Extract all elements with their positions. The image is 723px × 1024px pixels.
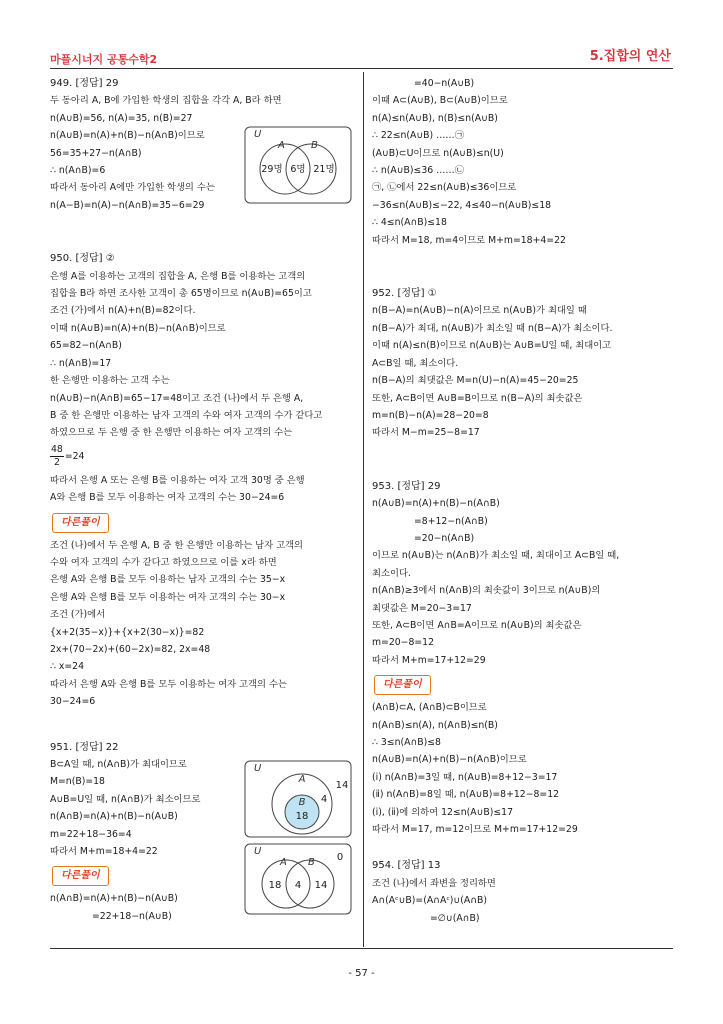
text-line: (A∪B)⊂U이므로 n(A∪B)≤n(U) [372, 147, 504, 159]
text-line: 조건 (나)에서 두 은행 A, B 중 한 은행만 이용하는 남자 고객의 [50, 539, 304, 551]
venn-diagram-951-union [244, 843, 352, 915]
universe-label: U [254, 763, 262, 774]
text-line: 조건 (나)에서 좌변을 정리하면 [372, 877, 496, 889]
venn-diagram-949 [244, 126, 352, 204]
text-line: =40−n(A∪B) [414, 78, 475, 89]
text-line: 따라서 M=17, m=12이므로 M+m=17+12=29 [372, 824, 578, 836]
text-line: M=n(B)=18 [50, 776, 105, 788]
text-line: =8+12−n(A∩B) [414, 515, 488, 527]
text-line: n(A∩B)≥3에서 n(A∩B)의 최솟값이 3이므로 n(A∪B)의 [372, 585, 601, 597]
solution-950 [50, 250, 350, 710]
text-line: 2x+(70−2x)+(60−2x)=82, 2x=48 [50, 643, 211, 655]
text-line: 따라서 M=18, m=4이므로 M+m=18+4=22 [372, 234, 566, 246]
text-line: 따라서 은행 A 또는 은행 B를 이용하는 여자 고객 30명 중 은행 [50, 474, 305, 486]
alternative-solution-badge: 다른풀이 [52, 513, 109, 533]
solution-951-continued [372, 75, 672, 249]
text-line: n(A∩B)=n(A)+n(B)−n(A∪B) [50, 811, 178, 823]
text-line: 은행 A와 은행 B를 모두 이용하는 남자 고객의 수는 35−x [50, 574, 286, 586]
fraction-denominator: 2 [53, 456, 60, 468]
intersection-count: 6명 [290, 164, 306, 175]
text-line: 조건 (가)에서 n(A)+n(B)=82이다. [50, 305, 196, 317]
text-line: 하였으므로 두 은행 중 한 은행만 이용하는 여자 고객의 수는 [50, 427, 293, 439]
text-line: 이때 n(A)≤n(B)이므로 n(A∪B)는 A∪B=U일 때, 최대이고 [372, 340, 612, 352]
text-line: (ⅱ) n(A∩B)=8일 때, n(A∪B)=8+12−8=12 [372, 789, 560, 801]
fraction-line [50, 442, 350, 472]
text-line: 최댓값은 M=20−3=17 [372, 602, 472, 614]
solution-header: 954. [정답] 13 [372, 860, 441, 872]
solution-header: 953. [정답] 29 [372, 480, 441, 492]
text-line: n(B−A)의 최댓값은 M=n(U)−n(A)=45−20=25 [372, 375, 579, 387]
set-b-label: B [311, 140, 318, 151]
set-a-label: A [280, 857, 287, 868]
text-line: ㉠, ㉡에서 22≤n(A∪B)≤36이므로 [372, 182, 517, 194]
text-line: 한 은행만 이용하는 고객 수는 [50, 375, 170, 387]
universe-label: U [254, 846, 262, 857]
text-line: ∴ n(A∪B)≤36 ……㉡ [372, 165, 465, 177]
a-only-count: 29명 [261, 164, 283, 175]
text-line: =∅∪(A∩B) [430, 912, 480, 924]
alternative-solution-badge: 다른풀이 [52, 866, 109, 886]
text-line: B 중 한 은행만 이용하는 남자 고객의 수와 여자 고객의 수가 같다고 [50, 409, 323, 421]
text-line: =22+18−n(A∪B) [92, 910, 172, 922]
a-only-count: 4 [320, 794, 328, 805]
text-line: n(A∪B)−n(A∩B)=65−17=48이고 조건 (나)에서 두 은행 A, [50, 392, 304, 404]
text-line: A∩(Aᶜ∪B)=(A∩Aᶜ)∪(A∩B) [372, 895, 488, 907]
text-line: n(A∪B)=n(A)+n(B)−n(A∩B)이므로 [372, 754, 527, 766]
b-only-count: 21명 [313, 164, 335, 175]
text-line: B⊂A일 때, n(A∩B)가 최대이므로 [50, 759, 187, 770]
column-divider [363, 72, 364, 947]
text-line: 이때 A⊂(A∪B), B⊂(A∪B)이므로 [372, 95, 508, 107]
text-line: 따라서 M+m=17+12=29 [372, 654, 486, 666]
text-line: A∪B=U일 때, n(A∩B)가 최소이므로 [50, 793, 201, 805]
outside-count: 14 [335, 780, 349, 791]
text-line: n(A∩B)=n(A)+n(B)−n(A∪B) [50, 893, 178, 905]
text-line: ∴ n(A∩B)=6 [50, 165, 106, 177]
text-line: 30−24=6 [50, 696, 96, 708]
text-line: 은행 A를 이용하는 고객의 집합을 A, 은행 B를 이용하는 고객의 [50, 270, 306, 282]
text-line: n(A∪B)=56, n(A)=35, n(B)=27 [50, 112, 193, 124]
text-line: n(A∩B)≤n(A), n(A∩B)≤n(B) [372, 719, 498, 731]
text-line: m=22+18−36=4 [50, 828, 132, 840]
set-a-label: A [298, 774, 306, 785]
text-line: 따라서 M−m=25−8=17 [372, 427, 480, 439]
text-line: n(A)≤n(A∪B), n(B)≤n(A∪B) [372, 112, 498, 124]
text-line: −36≤n(A∪B)≤−22, 4≤40−n(A∪B)≤18 [372, 199, 552, 211]
text-line: ∴ 22≤n(A∪B) ……㉠ [372, 130, 465, 142]
text-line: 이때 n(A∪B)=n(A)+n(B)−n(A∩B)이므로 [50, 322, 226, 334]
text-line: 최소이다. [372, 567, 411, 579]
chapter-title: 5.집합의 연산 [589, 49, 671, 64]
text-line: (ⅰ), (ⅱ)에 의하여 12≤n(A∪B)≤17 [372, 806, 514, 818]
text-line: n(B−A)=n(A∪B)−n(A)이므로 n(A∪B)가 최대일 때 [372, 305, 587, 317]
text-line: n(A−B)=n(A)−n(A∩B)=35−6=29 [50, 199, 205, 211]
text-line: ∴ 4≤n(A∩B)≤18 [372, 217, 447, 229]
solution-header: 951. [정답] 22 [50, 741, 119, 753]
text-line: 따라서 M+m=18+4=22 [50, 846, 158, 858]
text-line: n(A∪B)=n(A)+n(B)−n(A∩B)이므로 [50, 130, 205, 142]
text-line: 조건 (가)에서 [50, 609, 106, 621]
venn-diagram-951-subset [244, 760, 352, 838]
intersection-count: 4 [294, 880, 302, 891]
header-rule [50, 68, 673, 69]
outside-count: 0 [336, 852, 344, 863]
footer-rule [50, 948, 673, 949]
set-b-label: B [298, 797, 306, 808]
text-line: 또한, A⊂B이면 A∩B=A이므로 n(A∪B)의 최솟값은 [372, 619, 582, 631]
text-line: ∴ n(A∩B)=17 [50, 357, 112, 369]
text-line: 따라서 동아리 A에만 가입한 학생의 수는 [50, 182, 215, 194]
page-number: - 57 - [348, 968, 375, 979]
book-title: 마플시너지 공통수학2 [50, 53, 158, 66]
text-line: A와 은행 B를 모두 이용하는 여자 고객의 수는 30−24=6 [50, 492, 285, 504]
solution-954 [372, 857, 672, 927]
text-line: 65=82−n(A∩B) [50, 340, 122, 352]
text-line: =20−n(A∩B) [414, 532, 475, 544]
text-line: 수와 여자 고객의 수가 같다고 하였으므로 이를 x라 하면 [50, 556, 277, 568]
set-a-label: A [278, 140, 285, 151]
text-line: 집합을 B라 하면 조사한 고객이 총 65명이므로 n(A∪B)=65이고 [50, 288, 312, 300]
text-line: ∴ 3≤n(A∩B)≤8 [372, 737, 441, 748]
fraction [50, 444, 64, 469]
fraction-result: =24 [64, 450, 85, 462]
set-b-label: B [308, 857, 315, 868]
text-line: 이므로 n(A∪B)는 n(A∩B)가 최소일 때, 최대이고 A⊂B일 때, [372, 550, 620, 562]
right-column [372, 75, 672, 927]
universe-label: U [254, 129, 262, 140]
text-line: 은행 A와 은행 B를 모두 이용하는 여자 고객의 수는 30−x [50, 591, 286, 603]
text-line: n(B−A)가 최대, n(A∪B)가 최소일 때 n(B−A)가 최소이다. [372, 322, 613, 334]
text-line: A⊂B일 때, 최소이다. [372, 357, 459, 369]
text-line: (ⅰ) n(A∩B)=3일 때, n(A∪B)=8+12−3=17 [372, 771, 558, 783]
text-line: {x+2(35−x)}+{x+2(30−x)}=82 [50, 626, 205, 638]
a-only-count: 18 [268, 880, 282, 891]
text-line: 56=35+27−n(A∩B) [50, 147, 142, 159]
solution-header: 952. [정답] ① [372, 288, 437, 300]
text-line: m=20−8=12 [372, 637, 435, 649]
alternative-solution-badge: 다른풀이 [374, 675, 431, 695]
b-count: 18 [295, 811, 309, 822]
solution-952 [372, 285, 672, 442]
solution-header: 950. [정답] ② [50, 253, 115, 265]
text-line: 따라서 은행 A와 은행 B를 모두 이용하는 여자 고객의 수는 [50, 678, 287, 690]
text-line: 두 동아리 A, B에 가입한 학생의 집합을 각각 A, B라 하면 [50, 95, 282, 107]
b-only-count: 14 [314, 880, 328, 891]
solution-953 [372, 478, 672, 839]
text-line: 또한, A⊂B이면 A∪B=B이므로 n(B−A)의 최솟값은 [372, 392, 583, 404]
text-line: ∴ x=24 [50, 661, 84, 673]
text-line: m=n(B)−n(A)=28−20=8 [372, 409, 489, 421]
text-line: (A∩B)⊂A, (A∩B)⊂B이므로 [372, 702, 487, 714]
fraction-numerator: 48 [51, 443, 63, 455]
text-line: n(A∪B)=n(A)+n(B)−n(A∩B) [372, 498, 500, 510]
solution-header: 949. [정답] 29 [50, 78, 119, 89]
